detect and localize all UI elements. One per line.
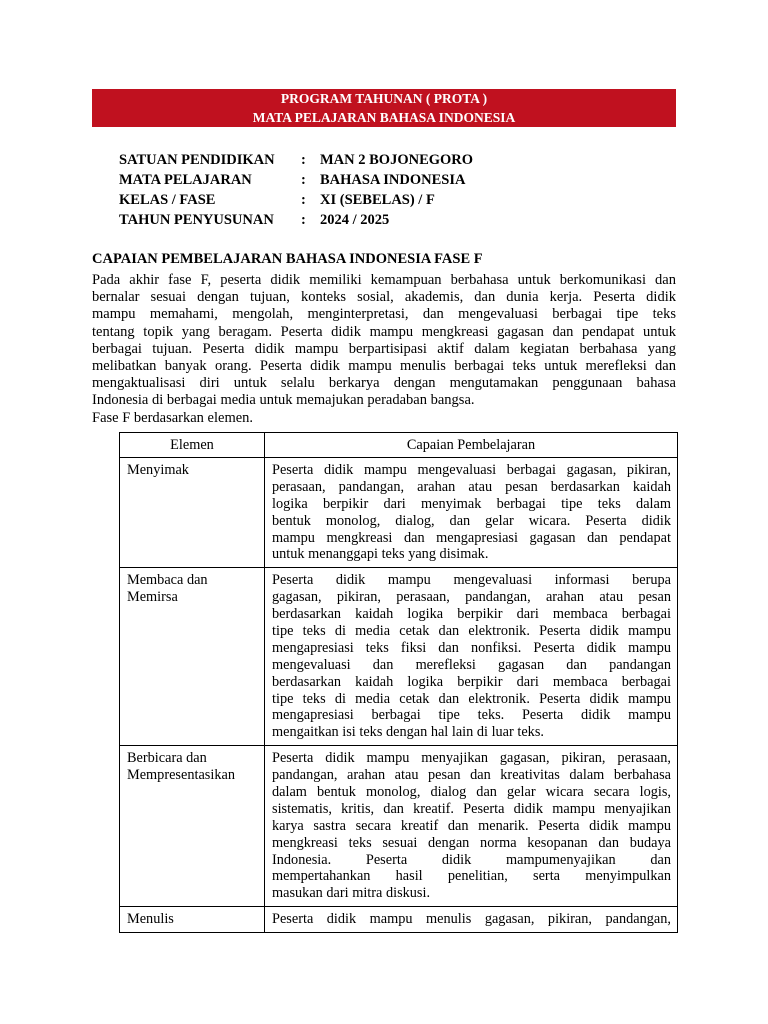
info-colon: : (301, 152, 306, 168)
cp-line: pandangan, arahan atau pesan dan kreativitas dalam berbahasa (272, 767, 671, 784)
title-banner (92, 89, 676, 127)
info-colon: : (301, 192, 306, 208)
intro-line: tentang topik yang beragam. Peserta didik mampu mengkreasi gagasan dan pendapat untuk (92, 323, 676, 340)
element-cell (120, 907, 265, 933)
info-colon: : (301, 212, 306, 228)
cp-line: mengevaluasi dan merefleksi gagasan dan pandangan (272, 656, 671, 673)
cp-line: tipe teks di media cetak dan elektronik. Peserta didik mampu (272, 690, 671, 707)
element-cell (120, 568, 265, 746)
cp-line: masukan dari mitra diskusi. (272, 885, 431, 902)
intro-paragraph (92, 272, 676, 410)
element-cell (120, 458, 265, 568)
table-row (120, 746, 678, 907)
intro-line: bernalar sesuai dengan tujuan, konteks sosial, akademis, dan dunia kerja. Peserta didik (92, 289, 676, 306)
cp-line: Peserta didik mampu mengevaluasi berbagai gagasan, pikiran, (272, 462, 671, 478)
info-row (119, 150, 473, 170)
cp-line: berdasarkan kaidah logika berpikir dari membaca berbagai (272, 673, 671, 690)
cp-line: mengkreasi teks sesuai dengan norma kesopanan dan budaya (272, 834, 671, 851)
element-name-line: Membaca dan (127, 572, 208, 589)
cp-line: mengapresiasi berbagai tipe teks. Peserta didik mampu (272, 707, 671, 724)
cp-cell (265, 458, 678, 568)
info-row (119, 190, 473, 210)
info-colon: : (301, 172, 306, 188)
cp-line: Peserta didik mampu menyajikan gagasan, pikiran, perasaan, (272, 750, 671, 767)
cp-cell (265, 907, 678, 933)
table-row (120, 568, 678, 746)
header-capaian: Capaian Pembelajaran (265, 433, 678, 458)
header-elemen: Elemen (120, 433, 265, 458)
cp-line: Peserta didik mampu mengevaluasi informasi berupa (272, 572, 671, 589)
cp-line: Indonesia. Peserta didik mampumenyajikan dan (272, 851, 671, 868)
intro-line: Pada akhir fase F, peserta didik memiliki kemampuan berbahasa untuk berkomunikasi dan (92, 272, 676, 288)
element-name-line: Memirsa (127, 589, 178, 606)
cp-line: Peserta didik mampu menulis gagasan, pikiran, pandangan, (272, 911, 671, 928)
element-name-line: Mempresentasikan (127, 767, 235, 784)
intro-line: melibatkan banyak orang. Peserta didik mampu menulis berbagai teks untuk merefleksi dan (92, 357, 676, 374)
cp-line: gagasan, pikiran, perasaan, pandangan, arahan atau pesan (272, 589, 671, 606)
info-value: BAHASA INDONESIA (320, 172, 466, 188)
title-line-1: PROGRAM TAHUNAN ( PROTA ) (280, 91, 488, 106)
cp-line: berdasarkan kaidah logika berpikir dari membaca berbagai (272, 606, 671, 623)
info-value: 2024 / 2025 (320, 212, 390, 228)
cp-line: mampu mengkreasi dan mengapresiasi gagasan dan pendapat (272, 529, 671, 546)
cp-line: tipe teks di media cetak dan elektronik. Peserta didik mampu (272, 623, 671, 640)
cp-line: sistematis, kritis, dan kreatif. Peserta didik mampu menyajikan (272, 800, 671, 817)
cp-line: untuk menanggapi teks yang disimak. (272, 546, 489, 563)
cp-table (119, 432, 678, 933)
info-label: SATUAN PENDIDIKAN (119, 152, 275, 168)
info-label: MATA PELAJARAN (119, 172, 252, 188)
intro-line: mampu memahami, mengolah, menginterpretasi, dan mengevaluasi berbagai tipe teks (92, 306, 676, 323)
cp-line: logika berpikir dari menyimak berbagai tipe teks dalam (272, 495, 671, 512)
intro-line: Indonesia di berbagai media untuk memajukan peradaban bangsa. (92, 392, 475, 409)
cp-line: mengapresiasi teks fiksi dan nonfiksi. Peserta didik mampu (272, 639, 671, 656)
cp-line: perasaan, pandangan, arahan atau pesan berdasarkan kaidah (272, 478, 671, 495)
cp-line: karya sastra secara kreatif dan menarik. Peserta didik mampu (272, 817, 671, 834)
cp-line: dalam bentuk monolog, dialog dan gelar wicara secara logis, (272, 784, 671, 801)
cp-cell (265, 746, 678, 907)
cp-cell (265, 568, 678, 746)
identity-block (119, 150, 473, 230)
info-row (119, 170, 473, 190)
title-line-2: MATA PELAJARAN BAHASA INDONESIA (252, 110, 516, 125)
intro-line: berbagai tujuan. Peserta didik mampu berpartisipasi aktif dalam kegiatan berbahasa yang (92, 340, 676, 357)
table-row (120, 907, 678, 933)
table-row (120, 458, 678, 568)
element-name-line: Berbicara dan (127, 750, 207, 767)
element-name-line: Menulis (127, 911, 174, 928)
element-cell (120, 746, 265, 907)
cp-line: mengaitkan isi teks dengan hal lain di luar teks. (272, 724, 544, 741)
info-value: MAN 2 BOJONEGORO (320, 152, 474, 168)
element-name-line: Menyimak (127, 462, 189, 478)
intro-line: mengaktualisasi diri untuk selalu berkarya dengan mengutamakan penggunaan bahasa (92, 375, 676, 392)
section-title: CAPAIAN PEMBELAJARAN BAHASA INDONESIA FASE F (92, 251, 483, 267)
info-row (119, 210, 473, 230)
cp-line: bentuk monolog, dialog, dan gelar wicara. Peserta didik (272, 512, 671, 529)
fase-line: Fase F berdasarkan elemen. (92, 410, 254, 426)
info-value: XI (SEBELAS) / F (320, 192, 435, 208)
table-header-row (120, 433, 678, 458)
cp-line: mempertahankan hasil penelitian, serta menyimpulkan (272, 868, 671, 885)
info-label: TAHUN PENYUSUNAN (119, 212, 274, 228)
info-label: KELAS / FASE (119, 192, 216, 208)
